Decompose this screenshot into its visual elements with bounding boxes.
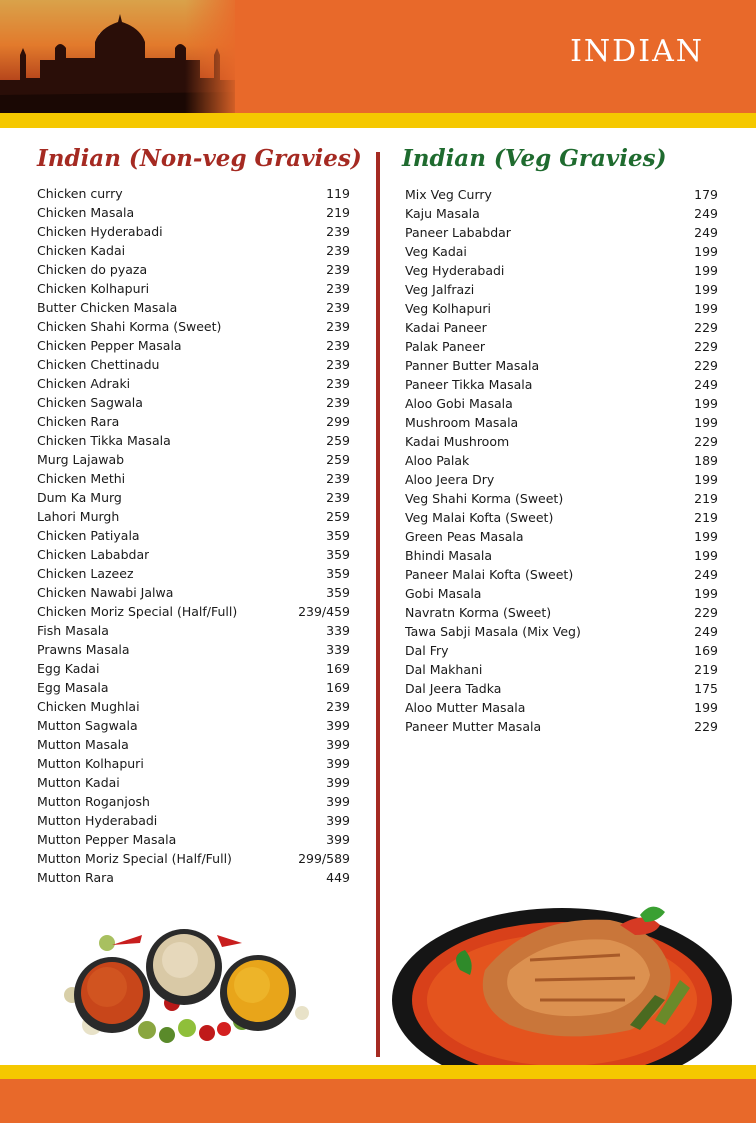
- veg-menu-item: [405, 318, 718, 337]
- fish-curry-image: [390, 900, 735, 1070]
- item-price: 239: [326, 395, 350, 410]
- veg-menu-item: [405, 185, 718, 204]
- item-name: Aloo Jeera Dry: [405, 472, 495, 487]
- item-price: 449: [326, 870, 350, 885]
- item-name: Veg Hyderabadi: [405, 263, 505, 278]
- item-price: 239: [326, 357, 350, 372]
- nonveg-menu-item: [37, 298, 350, 317]
- item-name: Prawns Masala: [37, 642, 130, 657]
- item-name: Fish Masala: [37, 623, 109, 638]
- veg-menu-item: [405, 717, 718, 736]
- item-name: Chicken Kolhapuri: [37, 281, 150, 296]
- nonveg-menu-item: [37, 830, 350, 849]
- item-price: 169: [326, 680, 350, 695]
- spice-bowls-illustration: [52, 925, 332, 1050]
- veg-menu-item: [405, 622, 718, 641]
- veg-menu-item: [405, 394, 718, 413]
- item-price: 199: [694, 301, 718, 316]
- veg-section-heading: Indian (Veg Gravies): [402, 145, 667, 172]
- item-name: Aloo Mutter Masala: [405, 700, 526, 715]
- item-name: Dal Makhani: [405, 662, 483, 677]
- nonveg-menu-item: [37, 849, 350, 868]
- nonveg-menu-item: [37, 621, 350, 640]
- item-price: 249: [694, 225, 718, 240]
- item-name: Kaju Masala: [405, 206, 480, 221]
- veg-menu-item: [405, 204, 718, 223]
- bottom-accent-bar: [0, 1065, 756, 1079]
- item-name: Chicken Hyderabadi: [37, 224, 163, 239]
- item-price: 199: [694, 396, 718, 411]
- nonveg-menu-item: [37, 412, 350, 431]
- veg-menu-item: [405, 698, 718, 717]
- item-price: 239: [326, 262, 350, 277]
- nonveg-menu-item: [37, 507, 350, 526]
- item-name: Egg Kadai: [37, 661, 100, 676]
- nonveg-menu-item: [37, 754, 350, 773]
- item-price: 239: [326, 224, 350, 239]
- item-name: Kadai Mushroom: [405, 434, 510, 449]
- item-name: Chicken Lazeez: [37, 566, 134, 581]
- item-price: 199: [694, 244, 718, 259]
- item-name: Green Peas Masala: [405, 529, 524, 544]
- nonveg-menu-item: [37, 488, 350, 507]
- nonveg-menu-item: [37, 773, 350, 792]
- item-price: 249: [694, 377, 718, 392]
- item-name: Veg Kolhapuri: [405, 301, 491, 316]
- nonveg-menu-item: [37, 355, 350, 374]
- nonveg-menu-item: [37, 431, 350, 450]
- item-name: Chicken Adraki: [37, 376, 131, 391]
- item-name: Butter Chicken Masala: [37, 300, 178, 315]
- veg-menu-item: [405, 242, 718, 261]
- item-name: Chicken Shahi Korma (Sweet): [37, 319, 222, 334]
- item-name: Mutton Sagwala: [37, 718, 138, 733]
- item-price: 359: [326, 547, 350, 562]
- item-price: 399: [326, 832, 350, 847]
- taj-mahal-sunset-photo: [0, 0, 235, 113]
- nonveg-menu-item: [37, 735, 350, 754]
- item-price: 199: [694, 472, 718, 487]
- item-price: 219: [694, 662, 718, 677]
- item-price: 179: [694, 187, 718, 202]
- item-name: Veg Shahi Korma (Sweet): [405, 491, 564, 506]
- item-price: 399: [326, 813, 350, 828]
- nonveg-menu-item: [37, 697, 350, 716]
- item-price: 399: [326, 756, 350, 771]
- spice-bowls-image: [52, 925, 332, 1050]
- item-name: Veg Kadai: [405, 244, 467, 259]
- item-price: 229: [694, 434, 718, 449]
- item-name: Mutton Rara: [37, 870, 114, 885]
- item-price: 239: [326, 319, 350, 334]
- item-name: Chicken Kadai: [37, 243, 126, 258]
- veg-menu-item: [405, 356, 718, 375]
- item-name: Mutton Kolhapuri: [37, 756, 144, 771]
- veg-menu-list: [405, 185, 718, 736]
- veg-menu-item: [405, 413, 718, 432]
- item-name: Veg Malai Kofta (Sweet): [405, 510, 554, 525]
- item-price: 239: [326, 471, 350, 486]
- item-price: 299/589: [298, 851, 350, 866]
- page-title: INDIAN: [570, 34, 704, 69]
- veg-menu-item: [405, 508, 718, 527]
- veg-menu-item: [405, 641, 718, 660]
- item-price: 339: [326, 642, 350, 657]
- item-name: Mushroom Masala: [405, 415, 519, 430]
- nonveg-menu-item: [37, 792, 350, 811]
- item-name: Mutton Moriz Special (Half/Full): [37, 851, 232, 866]
- item-price: 259: [326, 433, 350, 448]
- item-price: 259: [326, 509, 350, 524]
- nonveg-menu-item: [37, 469, 350, 488]
- item-price: 239: [326, 699, 350, 714]
- nonveg-menu-item: [37, 450, 350, 469]
- veg-menu-item: [405, 223, 718, 242]
- item-price: 359: [326, 528, 350, 543]
- item-price: 199: [694, 263, 718, 278]
- item-name: Mutton Masala: [37, 737, 129, 752]
- veg-menu-item: [405, 280, 718, 299]
- item-price: 339: [326, 623, 350, 638]
- veg-menu-item: [405, 299, 718, 318]
- nonveg-menu-item: [37, 374, 350, 393]
- item-name: Chicken Moriz Special (Half/Full): [37, 604, 238, 619]
- item-name: Palak Paneer: [405, 339, 486, 354]
- item-price: 249: [694, 624, 718, 639]
- column-divider: [376, 152, 380, 1057]
- item-name: Chicken Patiyala: [37, 528, 140, 543]
- item-name: Kadai Paneer: [405, 320, 487, 335]
- veg-menu-item: [405, 375, 718, 394]
- nonveg-menu-item: [37, 317, 350, 336]
- item-name: Paneer Malai Kofta (Sweet): [405, 567, 574, 582]
- item-price: 399: [326, 718, 350, 733]
- item-price: 299: [326, 414, 350, 429]
- item-price: 219: [694, 491, 718, 506]
- item-name: Aloo Gobi Masala: [405, 396, 513, 411]
- nonveg-menu-item: [37, 564, 350, 583]
- item-price: 229: [694, 339, 718, 354]
- item-name: Navratn Korma (Sweet): [405, 605, 552, 620]
- item-price: 199: [694, 415, 718, 430]
- nonveg-menu-item: [37, 868, 350, 887]
- nonveg-menu-item: [37, 241, 350, 260]
- veg-menu-item: [405, 603, 718, 622]
- item-name: Chicken Chettinadu: [37, 357, 160, 372]
- nonveg-menu-item: [37, 545, 350, 564]
- nonveg-menu-item: [37, 222, 350, 241]
- item-price: 249: [694, 567, 718, 582]
- item-price: 175: [694, 681, 718, 696]
- item-name: Gobi Masala: [405, 586, 482, 601]
- item-price: 359: [326, 566, 350, 581]
- item-price: 199: [694, 700, 718, 715]
- nonveg-menu-item: [37, 526, 350, 545]
- item-price: 399: [326, 794, 350, 809]
- veg-menu-item: [405, 489, 718, 508]
- nonveg-menu-item: [37, 716, 350, 735]
- veg-menu-item: [405, 565, 718, 584]
- veg-menu-item: [405, 337, 718, 356]
- item-name: Chicken Lababdar: [37, 547, 150, 562]
- nonveg-menu-item: [37, 260, 350, 279]
- item-price: 249: [694, 206, 718, 221]
- nonveg-menu-item: [37, 811, 350, 830]
- item-name: Chicken Methi: [37, 471, 126, 486]
- veg-menu-item: [405, 261, 718, 280]
- nonveg-menu-item: [37, 583, 350, 602]
- item-name: Chicken Rara: [37, 414, 120, 429]
- item-name: Chicken Sagwala: [37, 395, 143, 410]
- item-name: Mutton Kadai: [37, 775, 120, 790]
- item-price: 169: [326, 661, 350, 676]
- item-name: Chicken Masala: [37, 205, 135, 220]
- item-name: Mutton Roganjosh: [37, 794, 150, 809]
- item-name: Mix Veg Curry: [405, 187, 492, 202]
- nonveg-menu-item: [37, 678, 350, 697]
- nonveg-menu-item: [37, 279, 350, 298]
- item-name: Chicken Mughlai: [37, 699, 140, 714]
- veg-menu-item: [405, 451, 718, 470]
- veg-menu-item: [405, 546, 718, 565]
- fish-curry-illustration: [390, 900, 735, 1070]
- item-price: 219: [326, 205, 350, 220]
- nonveg-menu-item: [37, 602, 350, 621]
- item-price: 199: [694, 548, 718, 563]
- item-name: Chicken curry: [37, 186, 123, 201]
- item-name: Dum Ka Murg: [37, 490, 122, 505]
- veg-menu-item: [405, 660, 718, 679]
- item-price: 399: [326, 737, 350, 752]
- item-name: Tawa Sabji Masala (Mix Veg): [405, 624, 581, 639]
- item-price: 229: [694, 358, 718, 373]
- nonveg-section-heading: Indian (Non-veg Gravies): [37, 145, 362, 172]
- item-price: 189: [694, 453, 718, 468]
- item-name: Chicken Tikka Masala: [37, 433, 171, 448]
- item-name: Chicken do pyaza: [37, 262, 148, 277]
- item-name: Bhindi Masala: [405, 548, 493, 563]
- item-name: Murg Lajawab: [37, 452, 125, 467]
- item-price: 169: [694, 643, 718, 658]
- item-price: 399: [326, 775, 350, 790]
- veg-menu-item: [405, 527, 718, 546]
- item-price: 229: [694, 320, 718, 335]
- nonveg-menu-item: [37, 393, 350, 412]
- item-price: 239: [326, 243, 350, 258]
- item-name: Aloo Palak: [405, 453, 470, 468]
- item-name: Chicken Pepper Masala: [37, 338, 182, 353]
- item-name: Lahori Murgh: [37, 509, 120, 524]
- item-price: 239: [326, 338, 350, 353]
- item-name: Paneer Lababdar: [405, 225, 511, 240]
- item-price: 199: [694, 282, 718, 297]
- item-price: 119: [326, 186, 350, 201]
- item-price: 239: [326, 490, 350, 505]
- item-price: 239: [326, 281, 350, 296]
- item-name: Chicken Nawabi Jalwa: [37, 585, 174, 600]
- item-name: Dal Jeera Tadka: [405, 681, 502, 696]
- footer-band: [0, 1079, 756, 1123]
- veg-menu-item: [405, 584, 718, 603]
- header-banner: [0, 0, 756, 113]
- nonveg-menu-item: [37, 336, 350, 355]
- nonveg-menu-item: [37, 203, 350, 222]
- item-name: Panner Butter Masala: [405, 358, 540, 373]
- top-accent-bar: [0, 113, 756, 128]
- item-price: 199: [694, 529, 718, 544]
- item-name: Egg Masala: [37, 680, 109, 695]
- nonveg-menu-item: [37, 659, 350, 678]
- nonveg-menu-list: [37, 184, 350, 887]
- item-price: 239/459: [298, 604, 350, 619]
- taj-mahal-silhouette: [0, 0, 235, 113]
- veg-menu-item: [405, 470, 718, 489]
- item-price: 229: [694, 605, 718, 620]
- item-price: 199: [694, 586, 718, 601]
- item-name: Paneer Tikka Masala: [405, 377, 533, 392]
- item-price: 359: [326, 585, 350, 600]
- veg-menu-item: [405, 432, 718, 451]
- item-name: Paneer Mutter Masala: [405, 719, 542, 734]
- item-name: Mutton Pepper Masala: [37, 832, 177, 847]
- veg-menu-item: [405, 679, 718, 698]
- item-price: 259: [326, 452, 350, 467]
- nonveg-menu-item: [37, 184, 350, 203]
- item-name: Veg Jalfrazi: [405, 282, 475, 297]
- item-price: 229: [694, 719, 718, 734]
- nonveg-menu-item: [37, 640, 350, 659]
- item-name: Mutton Hyderabadi: [37, 813, 158, 828]
- item-price: 239: [326, 300, 350, 315]
- item-price: 239: [326, 376, 350, 391]
- item-name: Dal Fry: [405, 643, 449, 658]
- item-price: 219: [694, 510, 718, 525]
